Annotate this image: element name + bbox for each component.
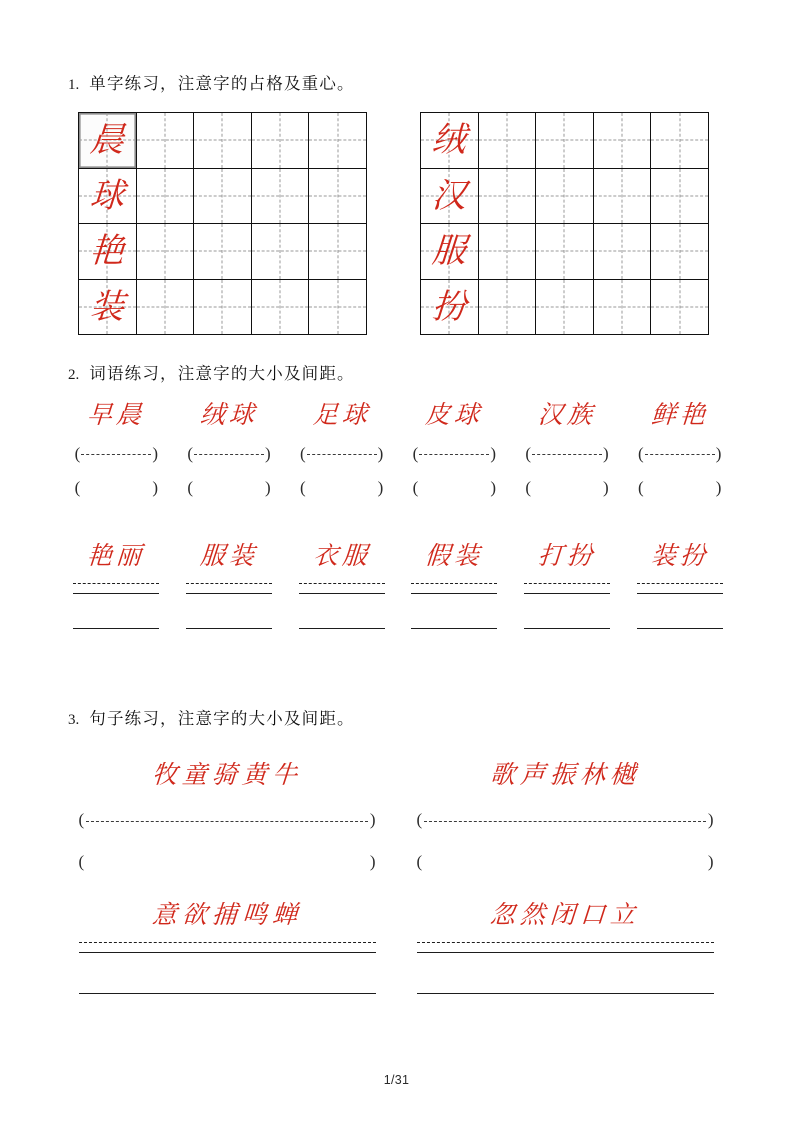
writing-rule[interactable] xyxy=(79,942,376,953)
dashed-guide xyxy=(637,583,723,584)
solid-baseline xyxy=(524,628,610,629)
paren-empty-rule[interactable] xyxy=(79,852,376,872)
dashed-guide xyxy=(411,583,497,584)
grid-cell[interactable] xyxy=(137,280,195,336)
solid-baseline xyxy=(417,993,714,994)
paren-open: ( xyxy=(300,478,306,498)
sentence-row xyxy=(58,762,734,872)
paren-close: ) xyxy=(152,478,158,498)
paren-open: ( xyxy=(416,852,423,872)
paren-open: ( xyxy=(74,478,81,498)
grid-cell[interactable] xyxy=(479,113,537,169)
grid-cell[interactable] xyxy=(194,224,252,280)
paren-open: ( xyxy=(300,444,306,464)
paren-empty-rule[interactable] xyxy=(417,852,714,872)
solid-baseline xyxy=(299,628,385,629)
paren-open: ( xyxy=(638,444,644,464)
grid-cell[interactable] xyxy=(252,224,310,280)
grid-cell[interactable] xyxy=(594,113,652,169)
word-item xyxy=(511,543,624,629)
paren-open: ( xyxy=(525,444,532,464)
paren-dashed-rule[interactable] xyxy=(398,445,511,462)
sentence-item xyxy=(58,762,396,872)
character-grid-left xyxy=(78,112,367,335)
solid-baseline xyxy=(73,593,159,594)
paren-close: ) xyxy=(152,444,158,464)
section-title-3: 句子练习，注意字的大小及间距。 xyxy=(89,709,355,728)
word-item xyxy=(60,543,173,629)
writing-rule[interactable] xyxy=(299,583,385,594)
grid-cell[interactable] xyxy=(79,169,137,225)
sentence-practice-row-2 xyxy=(58,902,734,994)
paren-close: ) xyxy=(265,478,271,498)
paren-dashed-rule[interactable] xyxy=(285,445,398,462)
grid-cell[interactable] xyxy=(309,113,367,169)
word-item xyxy=(511,402,624,496)
writing-rule[interactable] xyxy=(637,583,723,594)
dashed-guide xyxy=(186,583,272,584)
paren-close: ) xyxy=(715,478,722,498)
paren-close: ) xyxy=(707,810,714,830)
paren-close: ) xyxy=(377,444,384,464)
grid-character: 装 xyxy=(88,286,126,327)
grid-cell[interactable] xyxy=(194,169,252,225)
paren-close: ) xyxy=(265,444,271,464)
paren-open: ( xyxy=(412,444,419,464)
word-text: 皮球 xyxy=(424,400,485,429)
word-item xyxy=(623,402,736,496)
dashed-rule xyxy=(419,454,489,455)
word-item xyxy=(398,543,511,629)
word-item xyxy=(623,543,736,629)
grid-cell[interactable] xyxy=(79,280,137,336)
section-number-2: 2. xyxy=(68,367,80,383)
dashed-rule xyxy=(532,454,602,455)
grid-cell[interactable] xyxy=(536,169,594,225)
grid-cell[interactable] xyxy=(252,280,310,336)
paren-empty-rule[interactable] xyxy=(173,479,286,496)
dashed-rule xyxy=(86,821,368,822)
writing-rule[interactable] xyxy=(524,583,610,594)
word-text: 装扮 xyxy=(649,541,710,570)
dashed-guide xyxy=(73,583,159,584)
dashed-guide xyxy=(524,583,610,584)
word-text: 衣服 xyxy=(311,541,372,570)
grid-cell[interactable] xyxy=(479,224,537,280)
grid-cell[interactable] xyxy=(137,224,195,280)
word-row xyxy=(60,402,736,496)
writing-rule-second[interactable] xyxy=(524,628,610,629)
grid-cell[interactable] xyxy=(309,224,367,280)
solid-baseline xyxy=(637,628,723,629)
sentence-item xyxy=(396,762,734,872)
grid-cell[interactable] xyxy=(651,169,709,225)
dashed-rule xyxy=(645,454,715,455)
paren-open: ( xyxy=(187,444,193,464)
word-row xyxy=(60,543,736,629)
section-title-2: 词语练习，注意字的大小及间距。 xyxy=(89,364,355,383)
section-number-1: 1. xyxy=(68,77,80,93)
writing-rule-second[interactable] xyxy=(411,628,497,629)
writing-rule-second[interactable] xyxy=(186,628,272,629)
grid-cell[interactable] xyxy=(252,169,310,225)
paren-close: ) xyxy=(603,478,609,498)
paren-close: ) xyxy=(707,852,714,872)
word-item xyxy=(173,543,286,629)
paren-close: ) xyxy=(377,478,384,498)
paren-open: ( xyxy=(74,444,81,464)
paren-dashed-rule[interactable] xyxy=(60,445,173,462)
writing-rule-second[interactable] xyxy=(637,628,723,629)
page-number: 1/31 xyxy=(383,1073,410,1087)
grid-cell[interactable] xyxy=(194,113,252,169)
paren-empty-rule[interactable] xyxy=(623,479,736,496)
word-text: 绒球 xyxy=(199,400,260,429)
word-item xyxy=(60,402,173,496)
paren-open: ( xyxy=(525,478,532,498)
solid-baseline xyxy=(411,593,497,594)
section-heading-3 xyxy=(68,705,355,729)
solid-baseline xyxy=(411,628,497,629)
dashed-guide xyxy=(417,942,714,943)
paren-close: ) xyxy=(715,444,722,464)
grid-character: 汉 xyxy=(430,175,468,216)
paren-empty-rule[interactable] xyxy=(60,479,173,496)
section-heading-1 xyxy=(68,70,355,94)
paren-dashed-rule[interactable] xyxy=(173,445,286,462)
writing-rule[interactable] xyxy=(186,583,272,594)
paren-empty-rule[interactable] xyxy=(511,479,624,496)
writing-rule-second[interactable] xyxy=(73,628,159,629)
grid-cell[interactable] xyxy=(309,280,367,336)
grid-cell[interactable] xyxy=(137,113,195,169)
grid-cell[interactable] xyxy=(594,169,652,225)
sentence-item xyxy=(396,902,734,994)
grid-cell[interactable] xyxy=(651,113,709,169)
paren-open: ( xyxy=(638,478,644,498)
paren-open: ( xyxy=(78,852,85,872)
paren-close: ) xyxy=(490,444,497,464)
grid-character: 扮 xyxy=(430,286,468,327)
section-title-1: 单字练习，注意字的占格及重心。 xyxy=(89,74,355,93)
grid-cell[interactable] xyxy=(79,113,137,169)
character-grid-right xyxy=(420,112,709,335)
writing-rule-second[interactable] xyxy=(299,628,385,629)
word-item xyxy=(285,543,398,629)
solid-baseline xyxy=(186,628,272,629)
writing-rule[interactable] xyxy=(411,583,497,594)
sentence-text: 牧童骑黄牛 xyxy=(151,760,304,789)
word-text: 打扮 xyxy=(537,541,598,570)
grid-cell[interactable] xyxy=(594,224,652,280)
word-practice-row-1 xyxy=(60,402,736,496)
dashed-rule xyxy=(81,454,151,455)
dashed-rule xyxy=(194,454,264,455)
paren-dashed-rule[interactable] xyxy=(79,810,376,830)
solid-baseline xyxy=(186,593,272,594)
dashed-guide xyxy=(299,583,385,584)
paren-dashed-rule[interactable] xyxy=(623,445,736,462)
solid-baseline xyxy=(79,952,376,953)
sentence-row xyxy=(58,902,734,994)
grid-cell[interactable] xyxy=(536,224,594,280)
solid-baseline xyxy=(524,593,610,594)
grid-cell[interactable] xyxy=(594,280,652,336)
paren-empty-rule[interactable] xyxy=(398,479,511,496)
dashed-rule xyxy=(424,821,706,822)
grid-cell[interactable] xyxy=(421,224,479,280)
solid-baseline xyxy=(73,628,159,629)
word-text: 假装 xyxy=(424,541,485,570)
writing-rule[interactable] xyxy=(417,942,714,953)
paren-close: ) xyxy=(490,478,497,498)
paren-empty-rule[interactable] xyxy=(285,479,398,496)
sentence-text: 忽然闭口立 xyxy=(489,900,642,929)
word-practice-row-2 xyxy=(60,543,736,629)
paren-dashed-rule[interactable] xyxy=(417,810,714,830)
grid-character: 球 xyxy=(88,175,126,216)
sentence-item xyxy=(58,902,396,994)
solid-baseline xyxy=(79,993,376,994)
section-heading-2 xyxy=(68,360,355,384)
dashed-rule xyxy=(307,454,377,455)
solid-baseline xyxy=(637,593,723,594)
sentence-text: 歌声振林樾 xyxy=(489,760,642,789)
paren-close: ) xyxy=(369,810,376,830)
grid-cell[interactable] xyxy=(252,113,310,169)
grid-cell[interactable] xyxy=(421,113,479,169)
paren-dashed-rule[interactable] xyxy=(511,445,624,462)
grid-cell[interactable] xyxy=(194,280,252,336)
word-item xyxy=(398,402,511,496)
grid-cell[interactable] xyxy=(536,113,594,169)
solid-baseline xyxy=(417,952,714,953)
word-text: 汉族 xyxy=(537,400,598,429)
grid-character: 服 xyxy=(430,231,468,272)
grid-cell[interactable] xyxy=(421,169,479,225)
paren-open: ( xyxy=(412,478,419,498)
writing-rule-second[interactable] xyxy=(79,993,376,994)
dashed-guide xyxy=(79,942,376,943)
grid-cell[interactable] xyxy=(479,280,537,336)
word-text: 鲜艳 xyxy=(649,400,710,429)
grid-cell[interactable] xyxy=(137,169,195,225)
solid-baseline xyxy=(299,593,385,594)
grid-cell[interactable] xyxy=(536,280,594,336)
grid-cell[interactable] xyxy=(309,169,367,225)
writing-rule[interactable] xyxy=(73,583,159,594)
grid-cell[interactable] xyxy=(421,280,479,336)
grid-character: 艳 xyxy=(88,231,126,272)
paren-close: ) xyxy=(603,444,609,464)
grid-character: 晨 xyxy=(88,120,126,161)
paren-open: ( xyxy=(187,478,193,498)
grid-cell[interactable] xyxy=(651,280,709,336)
word-text: 服装 xyxy=(199,541,260,570)
word-item xyxy=(285,402,398,496)
grid-character: 绒 xyxy=(430,120,468,161)
grid-cell[interactable] xyxy=(79,224,137,280)
word-text: 足球 xyxy=(311,400,372,429)
paren-open: ( xyxy=(78,810,85,830)
paren-open: ( xyxy=(416,810,423,830)
section-number-3: 3. xyxy=(68,712,80,728)
word-item xyxy=(173,402,286,496)
writing-rule-second[interactable] xyxy=(417,993,714,994)
grid-cell[interactable] xyxy=(479,169,537,225)
word-text: 艳丽 xyxy=(86,541,147,570)
word-text: 早晨 xyxy=(86,400,147,429)
sentence-practice-row-1 xyxy=(58,762,734,872)
sentence-text: 意欲捕鸣蝉 xyxy=(151,900,304,929)
paren-close: ) xyxy=(369,852,376,872)
grid-cell[interactable] xyxy=(651,224,709,280)
